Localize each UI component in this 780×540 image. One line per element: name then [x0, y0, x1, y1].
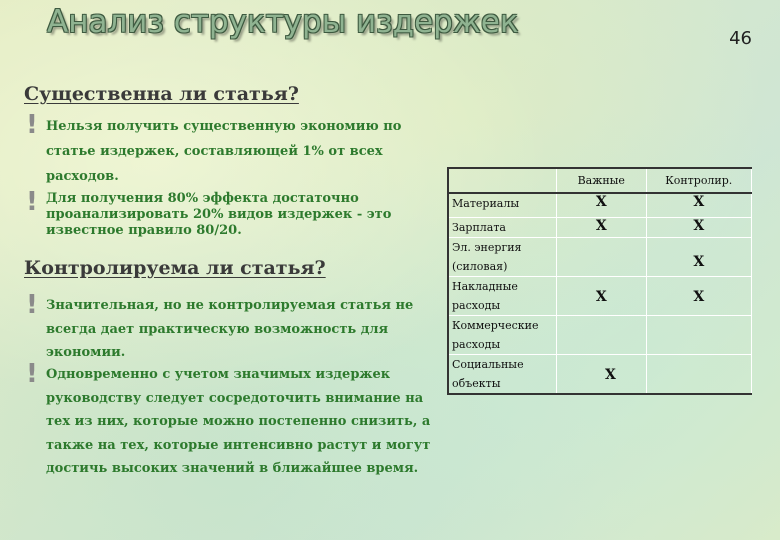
exclamation-bullet-icon: !: [26, 290, 38, 320]
section1-bullet-2: [26, 187, 418, 239]
important-mark: [557, 316, 647, 355]
controllable-mark: X: [646, 277, 751, 316]
table-row: [448, 355, 752, 395]
table-header-row: [448, 168, 752, 193]
controllable-mark: X: [646, 193, 751, 218]
row-label: Зарплата: [448, 218, 557, 238]
row-label: Социальные объекты: [448, 355, 557, 395]
table-row: [448, 193, 752, 218]
controllable-mark: X: [646, 218, 751, 238]
controllable-mark: [646, 355, 751, 395]
table-row: [448, 218, 752, 238]
table-row: [448, 238, 752, 277]
table-header-cell: [448, 168, 557, 193]
controllable-mark: X: [646, 238, 751, 277]
table-header-cell: Важные: [557, 168, 647, 193]
row-label: Материалы: [448, 193, 557, 218]
page-number: 46: [729, 28, 752, 49]
bullet-text: Для получения 80% эффекта достаточно проанализировать 20% видов издержек - это известное правило 80/20.: [46, 191, 392, 238]
exclamation-bullet-icon: !: [26, 110, 38, 140]
important-mark: X: [557, 277, 647, 316]
section1-heading: Существенна ли статья?: [24, 83, 299, 105]
controllable-mark: [646, 316, 751, 355]
important-mark: X: [557, 193, 647, 218]
table-header-cell: Контролир.: [646, 168, 751, 193]
important-mark: X: [557, 218, 647, 238]
section2-bullet-1: [26, 290, 436, 365]
cost-matrix-table: [447, 167, 752, 395]
section2-bullet-2: [26, 359, 444, 481]
important-mark: [557, 238, 647, 277]
table-row: [448, 277, 752, 316]
important-mark: X: [557, 355, 647, 395]
slide-title: Анализ структуры издержек: [47, 4, 519, 40]
row-label: Коммерческие расходы: [448, 316, 557, 355]
bullet-text: Одновременно с учетом значимых издержек руководству следует сосредоточить внимание на тех из них, которые можно постепенно снизить, а также на тех, которые интенсивно растут и могут достичь высоких значений в ближайшее время.: [46, 367, 431, 476]
section2-heading: Контролируема ли статья?: [24, 257, 326, 279]
bullet-text: Значительная, но не контролируемая статья не всегда дает практическую возможность для экономии.: [46, 298, 414, 360]
table-row: [448, 316, 752, 355]
exclamation-bullet-icon: !: [26, 187, 38, 217]
section1-bullet-1: [26, 110, 416, 189]
row-label: Накладные расходы: [448, 277, 557, 316]
exclamation-bullet-icon: !: [26, 359, 38, 389]
row-label: Эл. энергия (силовая): [448, 238, 557, 277]
bullet-text: Нельзя получить существенную экономию по статье издержек, составляющей 1% от всех расходов.: [46, 119, 402, 184]
